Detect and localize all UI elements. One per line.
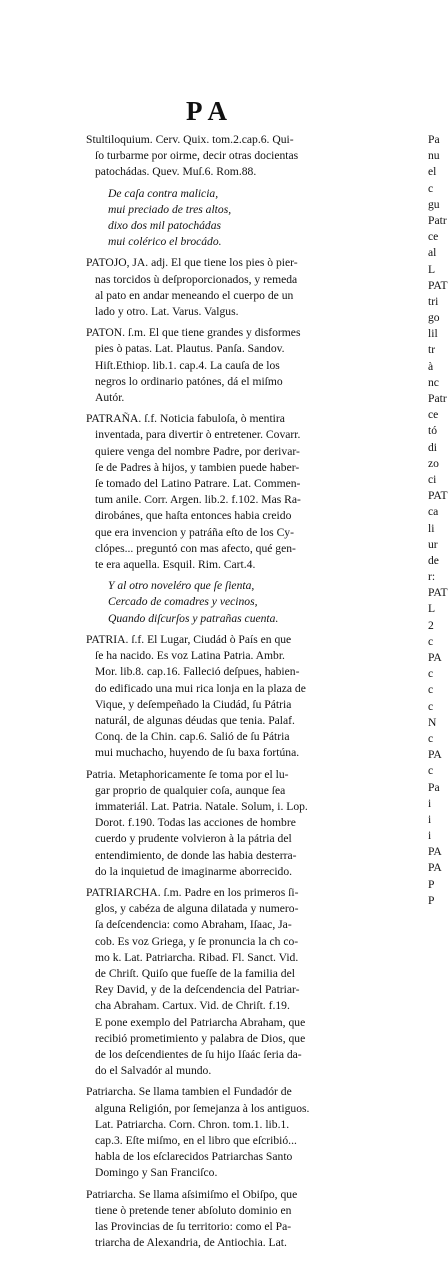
text-line: habla de los eſclarecidos Patriarchas Santo	[95, 1150, 293, 1164]
dictionary-entry	[86, 255, 412, 320]
text-line: tum anile. Corr. Argen. lib.2. f.102. Mas Ra-	[95, 493, 301, 507]
text-line: Quando diſcurſos y patrañas cuenta.	[108, 611, 279, 625]
text-line: te era aquella. Esquil. Rim. Cart.4.	[95, 558, 256, 572]
edge-fragment: PA	[428, 861, 442, 875]
edge-fragment: Patr	[428, 392, 447, 405]
text-line: Autór.	[95, 391, 125, 405]
edge-fragment: go	[428, 311, 440, 325]
edge-fragment: P	[428, 893, 435, 907]
text-line: recibió prometimiento y palabra de Dios, que	[95, 1031, 306, 1045]
text-line: PATRAÑA. ſ.f. Noticia fabuloſa, ò mentira	[86, 412, 285, 426]
text-line: que era invencion y patráña eſto de los Cy-	[95, 525, 294, 539]
dictionary-entry	[86, 1187, 412, 1252]
text-line: PATON. ſ.m. El que tiene grandes y disformes	[86, 326, 301, 340]
edge-fragment: tó	[428, 424, 438, 438]
text-line: patochádas. Quev. Muſ.6. Rom.88.	[95, 165, 257, 179]
text-line: alguna Religión, por ſemejanza à los antiguos.	[95, 1101, 310, 1115]
text-line: glos, y cabéza de alguna dilatada y numero-	[95, 902, 299, 916]
edge-fragment: li	[428, 521, 435, 535]
dictionary-entry	[86, 885, 412, 1079]
text-line: cob. Es voz Griega, y ſe pronuncia la ch co-	[95, 934, 299, 948]
edge-fragment: el	[428, 165, 437, 179]
text-line: Domingo y San Franciſco.	[95, 1166, 218, 1180]
text-line: Y al otro noveléro que ſe ſienta,	[108, 579, 255, 593]
text-line: al pato en andar meneando el cuerpo de un	[95, 288, 294, 302]
dictionary-entry	[86, 767, 412, 880]
edge-fragment: nc	[428, 375, 439, 389]
text-line: naturál, de algunas déudas que tenia. Palaf.	[95, 713, 295, 727]
edge-fragment: di	[428, 440, 438, 454]
edge-fragment: nu	[428, 149, 440, 163]
text-line: Patriarcha. Se llama tambien el Fundadór de	[86, 1085, 292, 1099]
text-line: do edificado una mui rica lonja en la plaza de	[95, 681, 306, 695]
edge-fragment: ca	[428, 505, 439, 519]
text-line: do la inquietud de imaginarme aborrecido.	[95, 864, 293, 878]
verse-quote	[86, 186, 412, 251]
edge-fragment: c	[428, 181, 434, 195]
text-line: mui preciado de tres altos,	[108, 202, 232, 216]
edge-fragment: c	[428, 634, 434, 648]
edge-fragment: al	[428, 246, 437, 260]
edge-fragment: Patr	[428, 213, 447, 227]
edge-fragment: c	[428, 667, 434, 681]
edge-fragment: c	[428, 731, 434, 745]
dictionary-entry	[86, 632, 412, 762]
edge-fragment: PA	[428, 748, 442, 762]
text-line: De caſa contra malicia,	[108, 186, 219, 200]
text-line: las Provincias de ſu territorio: como el Pa-	[95, 1220, 292, 1233]
text-line: Cercado de comadres y vecinos,	[108, 595, 258, 609]
edge-fragment: ur	[428, 537, 438, 551]
dictionary-entry	[86, 1084, 412, 1181]
edge-fragment: à	[428, 359, 434, 373]
text-line: Conq. de la Chin. cap.6. Salió de ſu Pátria	[95, 730, 290, 744]
text-line: lado y otro. Lat. Varus. Valgus.	[95, 305, 239, 319]
text-line: cuerdo y prudente volvieron à la pátria del	[95, 832, 292, 846]
edge-fragment: L	[428, 262, 436, 276]
text-line: de los deſcendientes de ſu hijo Iſaác ſeria da-	[95, 1047, 302, 1061]
text-line: Hiſt.Ethiop. lib.1. cap.4. La cauſa de los	[95, 358, 280, 372]
text-line: negros lo ordinario patónes, dá el miſmo	[95, 374, 283, 388]
text-line: nas torcidos ù deſproporcionados, y remeda	[95, 272, 298, 286]
dictionary-entry	[86, 132, 412, 181]
edge-fragment: lil	[428, 327, 438, 341]
text-line: mo k. Lat. Patriarcha. Ribad. Fl. Sanct. Vid.	[95, 950, 299, 964]
dictionary-entry	[86, 325, 412, 406]
edge-fragment: PAT	[428, 586, 448, 600]
text-line: ſe de Padres à hijos, y tambien puede haber-	[95, 460, 300, 474]
edge-fragment: c	[428, 764, 434, 778]
edge-fragment: ci	[428, 472, 437, 486]
text-line: Dorot. f.190. Todas las acciones de hombre	[95, 816, 296, 830]
text-line: gar proprio de qualquier coſa, aunque ſea	[95, 783, 286, 797]
edge-fragment: c	[428, 683, 434, 697]
text-line: clópes... preguntó con mas afecto, qué gen-	[95, 541, 296, 555]
text-line: PATRIARCHA. ſ.m. Padre en los primeros ſi-	[86, 885, 299, 899]
page-header: PA	[186, 96, 234, 126]
text-line: Patriarcha. Se llama aſsimiſmo el Obiſpo, que	[86, 1187, 298, 1201]
text-line: cap.3. Eſte miſmo, en el libro que eſcribió...	[95, 1133, 297, 1147]
edge-fragment: PAT	[428, 278, 448, 292]
text-line: immateriál. Lat. Patria. Natale. Solum, i. Lop.	[95, 799, 308, 813]
edge-fragment: PA	[428, 651, 442, 664]
text-line: ſe ha nacido. Es voz Latina Patria. Ambr.	[95, 649, 285, 663]
text-line: Vique, y deſempeñado la Ciudád, ſu Pátria	[95, 697, 292, 711]
text-line: tiene ò pretende tener abſoluto dominio en	[95, 1203, 292, 1217]
text-line: quiere venga del nombre Padre, por derivar-	[95, 444, 300, 458]
edge-fragment: P	[428, 877, 435, 891]
text-line: Patria. Metaphoricamente ſe toma por el lu-	[86, 767, 289, 781]
text-line: ſa deſcendencia: como Abraham, Iſaac, Ja-	[95, 918, 292, 932]
edge-fragment: PAT	[428, 489, 448, 503]
dictionary-column	[86, 132, 412, 1256]
text-line: mui colérico el brocádo.	[108, 235, 222, 249]
text-line: dixo dos mil patochádas	[108, 219, 222, 233]
text-line: pies ò patas. Lat. Plautus. Panſa. Sandov.	[95, 342, 285, 356]
edge-fragment: tri	[428, 294, 439, 308]
text-line: de Chriſt. Quiſo que fueſſe de la familia del	[95, 966, 295, 980]
edge-fragment: c	[428, 699, 434, 713]
text-line: Rey David, y de la deſcendencia del Patriar-	[95, 983, 300, 997]
text-line: cha Abraham. Cartux. Vid. de Chriſt. f.19.	[95, 999, 290, 1013]
text-line: PATOJO, JA. adj. El que tiene los pies ò pier-	[86, 256, 298, 270]
text-line: do el Salvadór al mundo.	[95, 1064, 212, 1078]
edge-fragment: i	[428, 829, 432, 843]
edge-fragment: i	[428, 796, 432, 810]
edge-fragment: Pa	[428, 780, 440, 794]
text-line: Stultiloquium. Cerv. Quix. tom.2.cap.6. Qui-	[86, 133, 294, 146]
text-line: Lat. Patriarcha. Corn. Chron. tom.1. lib.1.	[95, 1117, 290, 1131]
adjacent-column-fragment	[428, 132, 448, 909]
edge-fragment: N	[428, 715, 437, 729]
text-line: triarcha de Alexandria, de Antiochia. Lat.	[95, 1236, 287, 1250]
text-line: ſo turbarme por oirme, decir otras docientas	[95, 149, 299, 163]
edge-fragment: tr	[428, 343, 436, 357]
text-line: Mor. lib.8. cap.16. Falleció deſpues, habien-	[95, 665, 300, 679]
edge-fragment: r:	[428, 570, 436, 584]
verse-quote	[86, 578, 412, 627]
text-line: mui muchacho, huyendo de ſu baxa fortúna.	[95, 746, 300, 760]
edge-fragment: gu	[428, 197, 440, 211]
edge-fragment: ce	[428, 408, 439, 422]
edge-fragment: ce	[428, 230, 439, 244]
text-line: E pone exemplo del Patriarcha Abraham, que	[95, 1015, 306, 1029]
text-line: inventada, para divertir ò entretener. Covarr.	[95, 428, 301, 442]
edge-fragment: i	[428, 812, 432, 826]
text-line: entendimiento, de donde las habia desterra-	[95, 848, 297, 862]
dictionary-entry	[86, 411, 412, 573]
edge-fragment: zo	[428, 456, 439, 470]
text-line: dirobánes, que haſta entonces habia creido	[95, 509, 292, 523]
edge-fragment: Pa	[428, 133, 440, 146]
edge-fragment: PA	[428, 845, 442, 859]
edge-fragment: 2	[428, 618, 434, 632]
text-line: PATRIA. ſ.f. El Lugar, Ciudád ò País en que	[86, 632, 292, 646]
edge-fragment: de	[428, 553, 439, 567]
text-line: ſe tomado del Latino Patrare. Lat. Commen-	[95, 477, 301, 491]
edge-fragment: L	[428, 602, 436, 616]
